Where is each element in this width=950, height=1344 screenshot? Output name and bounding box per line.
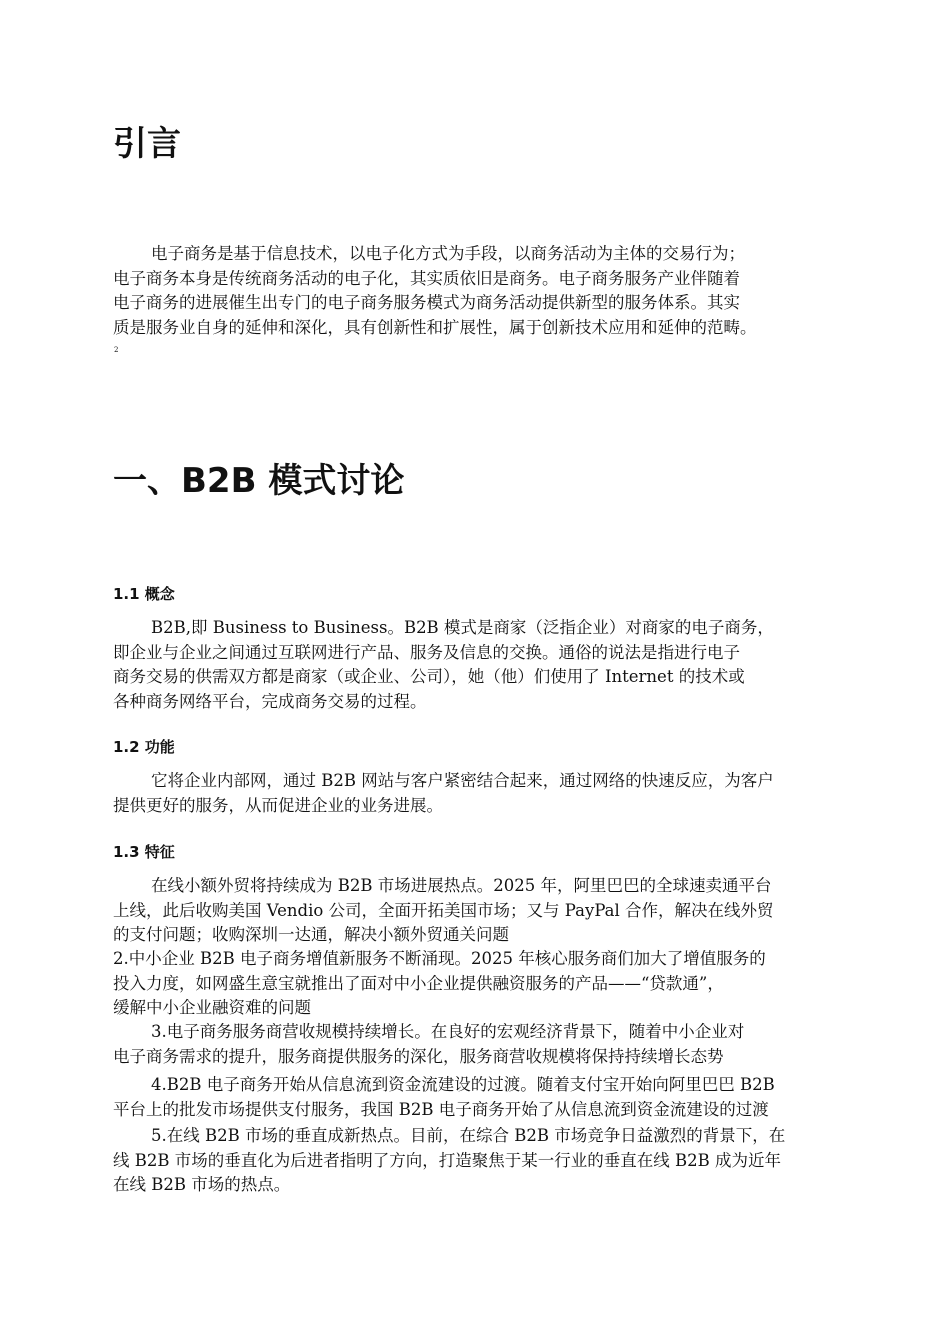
function-line: 提供更好的服务，从而促进企业的业务进展。 xyxy=(113,795,443,815)
features-line: 上线，此后收购美国 Vendio 公司，全面开拓美国市场；又与 PayPal 合作，解决在线外贸 xyxy=(113,900,774,920)
function-line: 它将企业内部网，通过 B2B 网站与客户紧密结合起来，通过网络的快速反应，为客户 xyxy=(151,771,774,790)
features-paragraph-1 xyxy=(113,874,873,948)
footnote-marker: 2 xyxy=(114,346,119,354)
features-line: 线 B2B 市场的垂直化为后进者指明了方向，打造聚焦于某一行业的垂直在线 B2B 成为近年 xyxy=(113,1150,781,1170)
features-line: 5.在线 B2B 市场的垂直成新热点。目前，在综合 B2B 市场竞争日益激烈的背景下，在 xyxy=(151,1126,786,1145)
function-paragraph xyxy=(113,769,873,818)
features-paragraph-2 xyxy=(113,947,873,1021)
features-line: 在线小额外贸将持续成为 B2B 市场进展热点。2025 年，阿里巴巴的全球速卖通平台 xyxy=(151,876,772,895)
features-line: 平台上的批发市场提供支付服务，我国 B2B 电子商务开始了从信息流到资金流建设的过渡 xyxy=(113,1099,769,1119)
section-heading-features: 1.3 特征 xyxy=(113,843,175,861)
features-line: 的支付问题；收购深圳一达通，解决小额外贸通关问题 xyxy=(113,925,509,944)
intro-paragraph xyxy=(113,242,873,340)
intro-line: 电子商务的进展催生出专门的电子商务服务模式为商务活动提供新型的服务体系。其实 xyxy=(113,293,740,312)
concept-line: 各种商务网络平台，完成商务交易的过程。 xyxy=(113,691,427,711)
concept-line: 即企业与企业之间通过互联网进行产品、服务及信息的交换。通俗的说法是指进行电子 xyxy=(113,642,740,662)
section-heading-concept: 1.1 概念 xyxy=(113,585,175,603)
intro-line: 电子商务是基于信息技术，以电子化方式为手段，以商务活动为主体的交易行为； xyxy=(151,244,745,263)
features-paragraph-4 xyxy=(113,1073,873,1122)
features-paragraph-5 xyxy=(113,1124,873,1198)
features-line: 投入力度，如网盛生意宝就推出了面对中小企业提供融资服务的产品——“贷款通”， xyxy=(113,973,724,993)
concept-paragraph xyxy=(113,616,873,714)
features-line: 电子商务需求的提升，服务商提供服务的深化，服务商营收规模将保持持续增长态势 xyxy=(113,1046,724,1066)
concept-line: 商务交易的供需双方都是商家（或企业、公司），她（他）们使用了 Internet 的技术或 xyxy=(113,667,745,686)
intro-line: 质是服务业自身的延伸和深化，具有创新性和扩展性，属于创新技术应用和延伸的范畴。 xyxy=(113,317,757,337)
features-line: 2.中小企业 B2B 电子商务增值新服务不断涌现。2025 年核心服务商们加大了增值服务的 xyxy=(113,949,766,968)
features-line: 4.B2B 电子商务开始从信息流到资金流建设的过渡。随着支付宝开始向阿里巴巴 B2B xyxy=(151,1075,775,1094)
concept-line: B2B,即 Business to Business。B2B 模式是商家（泛指企业）对商家的电子商务， xyxy=(151,618,774,637)
features-line: 缓解中小企业融资难的问题 xyxy=(113,998,311,1017)
section-heading-function: 1.2 功能 xyxy=(113,738,175,756)
intro-title: 引言 xyxy=(113,124,181,164)
features-paragraph-3 xyxy=(113,1020,873,1069)
features-line: 3.电子商务服务商营收规模持续增长。在良好的宏观经济背景下，随着中小企业对 xyxy=(151,1022,745,1041)
intro-line: 电子商务本身是传统商务活动的电子化，其实质依旧是商务。电子商务服务产业伴随着 xyxy=(113,268,740,288)
chapter-title: 一、B2B 模式讨论 xyxy=(113,461,405,501)
features-line: 在线 B2B 市场的热点。 xyxy=(113,1175,291,1194)
